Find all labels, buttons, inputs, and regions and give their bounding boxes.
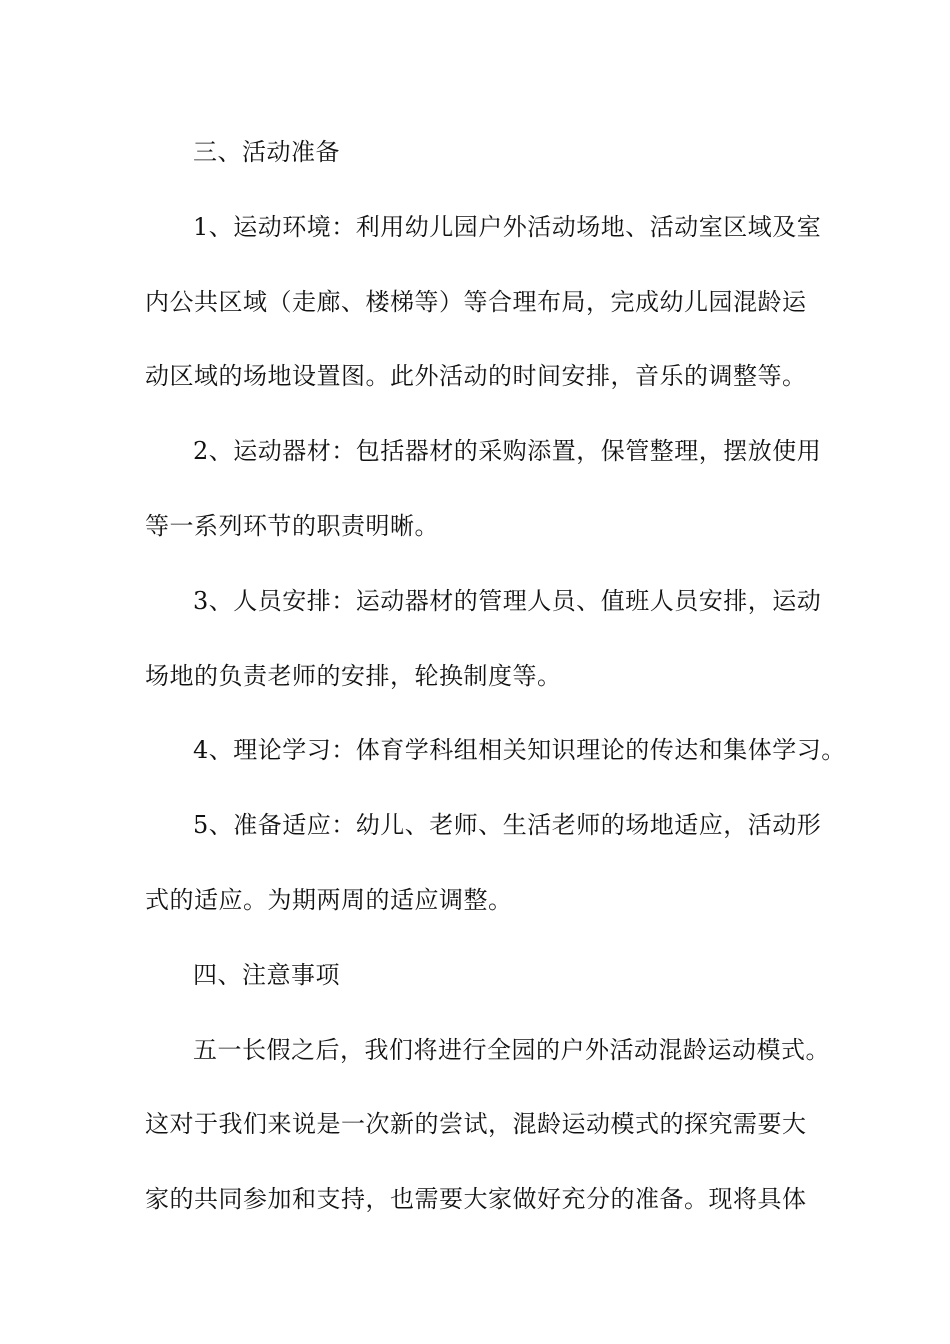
section-heading: 三、活动准备 — [193, 138, 340, 166]
paragraph-line: 五一长假之后，我们将进行全园的户外活动混龄运动模式。 — [193, 1036, 830, 1064]
paragraph-line: 内公共区域（走廊、楼梯等）等合理布局，完成幼儿园混龄运 — [145, 288, 807, 316]
paragraph-line: 5、准备适应：幼儿、老师、生活老师的场地适应，活动形 — [193, 811, 822, 839]
paragraph-line: 2、运动器材：包括器材的采购添置，保管整理，摆放使用 — [193, 437, 822, 465]
paragraph-line: 式的适应。为期两周的适应调整。 — [145, 886, 513, 914]
paragraph-line: 1、运动环境：利用幼儿园户外活动场地、活动室区域及室 — [193, 213, 822, 241]
paragraph-line: 4、理论学习：体育学科组相关知识理论的传达和集体学习。 — [193, 736, 846, 764]
paragraph-line: 家的共同参加和支持，也需要大家做好充分的准备。现将具体 — [145, 1185, 807, 1213]
paragraph-line: 动区域的场地设置图。此外活动的时间安排，音乐的调整等。 — [145, 362, 807, 390]
paragraph-line: 等一系列环节的职责明晰。 — [145, 512, 439, 540]
paragraph-line: 场地的负责老师的安排，轮换制度等。 — [145, 662, 562, 690]
paragraph-line: 这对于我们来说是一次新的尝试，混龄运动模式的探究需要大 — [145, 1110, 807, 1138]
section-heading: 四、注意事项 — [193, 961, 340, 989]
paragraph-line: 3、人员安排：运动器材的管理人员、值班人员安排，运动 — [193, 587, 822, 615]
